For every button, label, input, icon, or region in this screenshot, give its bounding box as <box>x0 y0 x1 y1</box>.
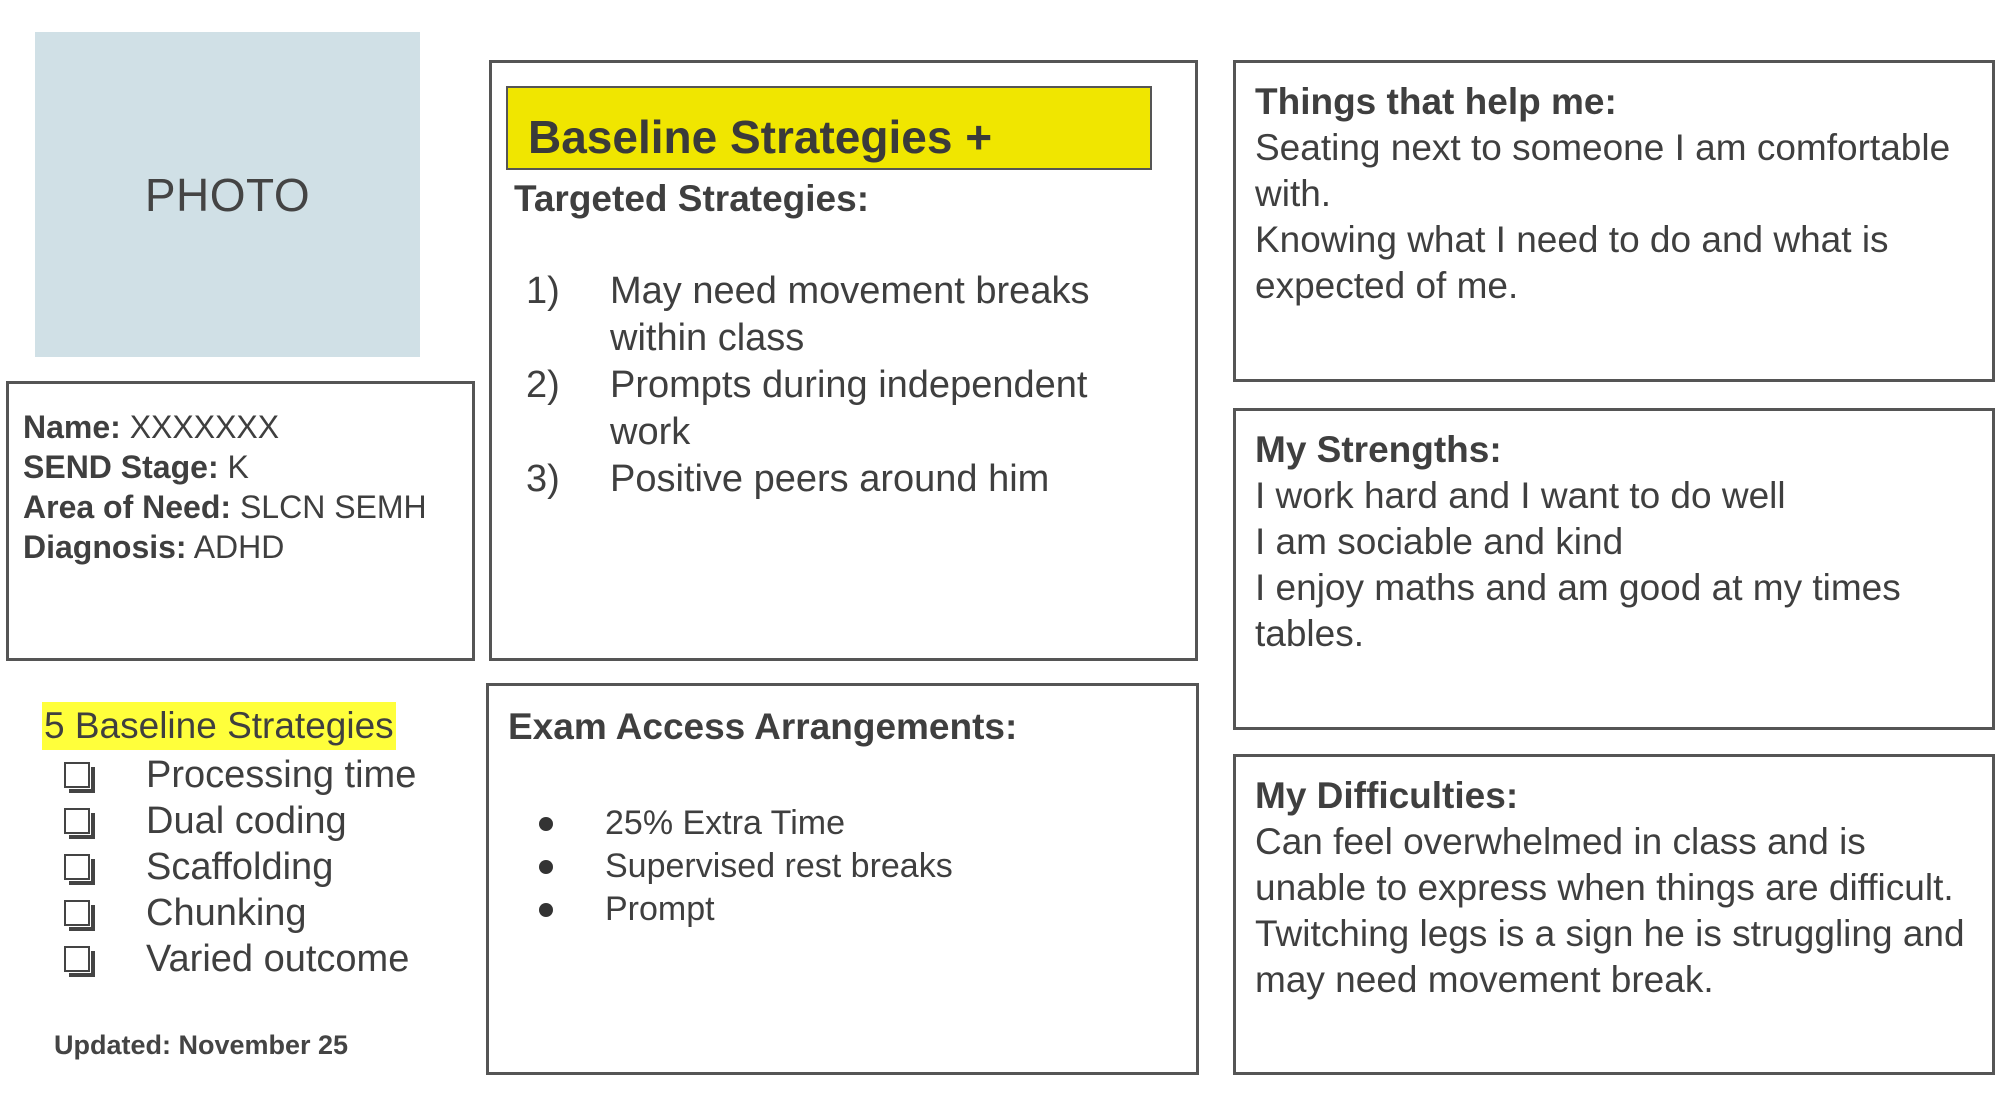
profile-area-row <box>23 487 458 527</box>
checklist-item-label: Processing time <box>146 753 417 796</box>
checklist-item-label: Dual coding <box>146 799 347 842</box>
list-number: 1) <box>526 270 560 312</box>
checkbox-icon <box>64 944 94 974</box>
baseline-plus-banner: Baseline Strategies + <box>506 86 1152 170</box>
send-stage-label: SEND Stage: <box>23 449 219 485</box>
things-that-help-title: Things that help me: <box>1255 81 1617 122</box>
list-item-text: May need movement breaks within class <box>610 270 1090 359</box>
exam-access-panel <box>486 683 1199 1075</box>
profile-send-row <box>23 447 458 487</box>
name-label: Name: <box>23 409 121 445</box>
send-stage-value: K <box>227 449 249 485</box>
checkbox-icon <box>64 852 94 882</box>
difficulty-line: Twitching legs is a sign he is struggling and may need movement break. <box>1255 913 1965 1000</box>
baseline-checklist <box>42 752 442 982</box>
area-of-need-label: Area of Need: <box>23 489 232 525</box>
help-line: Seating next to someone I am comfortable with. <box>1255 127 1951 214</box>
targeted-strategies-panel <box>489 60 1198 661</box>
my-difficulties-panel <box>1233 754 1995 1075</box>
checklist-item <box>42 844 442 890</box>
checkbox-icon <box>64 760 94 790</box>
list-item <box>539 802 953 845</box>
photo-placeholder <box>35 32 420 357</box>
checkbox-icon <box>64 806 94 836</box>
list-item-text: Prompt <box>605 890 715 928</box>
checklist-item <box>42 936 442 982</box>
photo-label: PHOTO <box>144 168 311 221</box>
list-item-text: Supervised rest breaks <box>605 847 953 885</box>
checklist-item-label: Varied outcome <box>146 937 410 980</box>
things-that-help-panel <box>1233 60 1995 382</box>
checklist-item-label: Chunking <box>146 891 307 934</box>
list-item <box>526 362 1146 456</box>
difficulty-line: Can feel overwhelmed in class and is unable to express when things are difficult. <box>1255 821 1954 908</box>
area-of-need-value: SLCN SEMH <box>239 489 427 525</box>
bullet-icon <box>539 817 553 831</box>
diagnosis-value: ADHD <box>193 529 285 565</box>
my-difficulties-title: My Difficulties: <box>1255 775 1519 816</box>
targeted-strategies-title: Targeted Strategies: <box>514 178 870 219</box>
name-value: XXXXXXX <box>129 409 280 445</box>
checklist-item <box>42 890 442 936</box>
checklist-item <box>42 798 442 844</box>
exam-access-list <box>539 802 953 931</box>
list-item <box>539 888 953 931</box>
checklist-item-label: Scaffolding <box>146 845 334 888</box>
list-item-text: Positive peers around him <box>610 458 1050 500</box>
exam-access-title: Exam Access Arrangements: <box>508 706 1018 747</box>
diagnosis-label: Diagnosis: <box>23 529 187 565</box>
checkbox-icon <box>64 898 94 928</box>
list-item <box>526 268 1146 362</box>
my-strengths-panel <box>1233 408 1995 730</box>
list-item <box>539 845 953 888</box>
list-item-text: 25% Extra Time <box>605 804 845 842</box>
bullet-icon <box>539 860 553 874</box>
baseline-strategies-title: 5 Baseline Strategies <box>42 702 396 750</box>
profile-name-row <box>23 407 458 447</box>
strength-line: I enjoy maths and am good at my times tables. <box>1255 567 1901 654</box>
strength-line: I am sociable and kind <box>1255 521 1624 562</box>
profile-diagnosis-row <box>23 527 458 567</box>
profile-panel <box>6 381 475 661</box>
list-number: 2) <box>526 364 560 406</box>
help-line: Knowing what I need to do and what is expected of me. <box>1255 219 1889 306</box>
bullet-icon <box>539 903 553 917</box>
checklist-item <box>42 752 442 798</box>
list-number: 3) <box>526 458 560 500</box>
updated-date: Updated: November 25 <box>54 1030 349 1060</box>
my-strengths-title: My Strengths: <box>1255 429 1502 470</box>
list-item <box>526 456 1146 503</box>
targeted-strategies-list <box>526 268 1146 503</box>
baseline-strategies-section <box>42 702 442 982</box>
strength-line: I work hard and I want to do well <box>1255 475 1786 516</box>
list-item-text: Prompts during independent work <box>610 364 1088 453</box>
